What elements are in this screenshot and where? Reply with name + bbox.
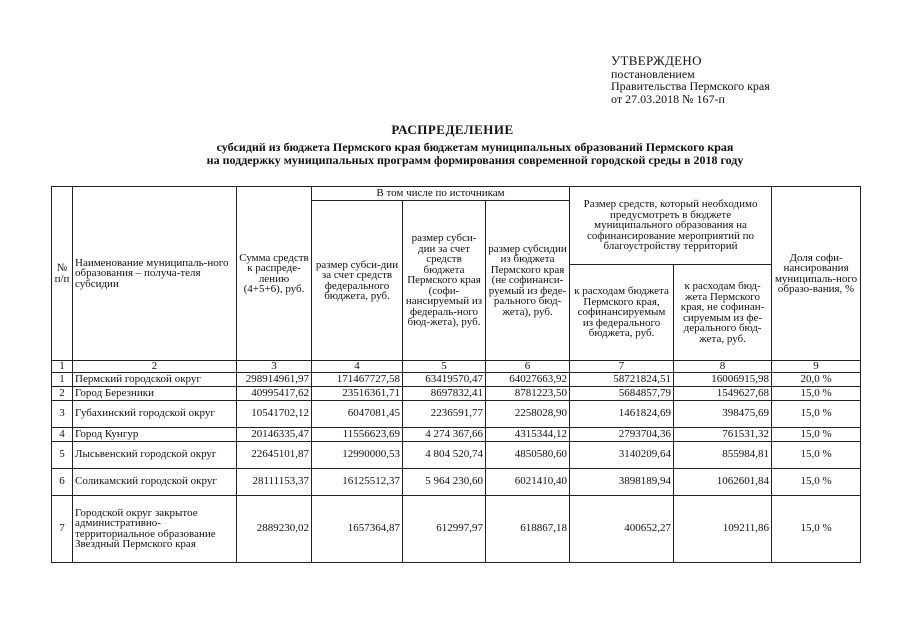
- table-row: [52, 372, 861, 386]
- federal-amount: 6047081,45: [312, 400, 403, 427]
- column-number: 5: [403, 361, 486, 373]
- row-number: 5: [52, 441, 73, 468]
- share-percent: 15,0 %: [772, 441, 861, 468]
- federal-amount: 171467727,58: [312, 372, 403, 386]
- approval-stamp: [611, 55, 770, 105]
- municipal-noncofin-amount: 398475,69: [674, 400, 772, 427]
- federal-amount: 16125512,37: [312, 468, 403, 495]
- cofinanced-amount: 2236591,77: [403, 400, 486, 427]
- regional-amount: 4315344,12: [486, 427, 570, 441]
- share-percent: 15,0 %: [772, 386, 861, 400]
- subtitle-line-1: субсидий из бюджета Пермского края бюджетам муниципальных образований Пермского края: [216, 140, 734, 154]
- column-number: 7: [570, 361, 674, 373]
- cofinanced-amount: 4 804 520,74: [403, 441, 486, 468]
- row-number: 2: [52, 386, 73, 400]
- header-num: № п/п: [52, 187, 73, 361]
- column-numbers-row: [52, 361, 861, 373]
- municipal-noncofin-amount: 761531,32: [674, 427, 772, 441]
- cofinanced-amount: 4 274 367,66: [403, 427, 486, 441]
- header-share: Доля софи-нансирования муниципаль-ного образо-вания, %: [772, 187, 861, 361]
- municipality-name: Соликамский городской округ: [73, 468, 237, 495]
- share-percent: 15,0 %: [772, 495, 861, 562]
- municipal-cofin-amount: 2793704,36: [570, 427, 674, 441]
- row-number: 1: [52, 372, 73, 386]
- municipality-name: Лысьвенский городской округ: [73, 441, 237, 468]
- share-percent: 15,0 %: [772, 400, 861, 427]
- municipal-noncofin-amount: 1062601,84: [674, 468, 772, 495]
- regional-amount: 618867,18: [486, 495, 570, 562]
- column-number: 6: [486, 361, 570, 373]
- table-row: [52, 468, 861, 495]
- table-row: [52, 441, 861, 468]
- federal-amount: 11556623,69: [312, 427, 403, 441]
- header-mun-noncofin: к расходам бюд-жета Пермского края, не софинан-сируемым из фе-дерального бюд-жета, руб.: [674, 265, 772, 361]
- cofinanced-amount: 8697832,41: [403, 386, 486, 400]
- header-federal: размер субси-дии за счет средств федерального бюджета, руб.: [312, 201, 403, 361]
- table-row: [52, 386, 861, 400]
- header-sources: В том числе по источникам: [312, 187, 570, 201]
- total-sum: 22645101,87: [237, 441, 312, 468]
- total-sum: 40995417,62: [237, 386, 312, 400]
- regional-amount: 64027663,92: [486, 372, 570, 386]
- cofinanced-amount: 63419570,47: [403, 372, 486, 386]
- total-sum: 20146335,47: [237, 427, 312, 441]
- document-subtitle: [130, 141, 820, 167]
- row-number: 3: [52, 400, 73, 427]
- municipal-cofin-amount: 58721824,51: [570, 372, 674, 386]
- federal-amount: 23516361,71: [312, 386, 403, 400]
- municipality-name: Город Березники: [73, 386, 237, 400]
- column-number: 4: [312, 361, 403, 373]
- row-number: 7: [52, 495, 73, 562]
- subtitle-line-2: на поддержку муниципальных программ формирования современной городской среды в 2018 году: [206, 153, 744, 167]
- cofinanced-amount: 5 964 230,60: [403, 468, 486, 495]
- approval-line-3: от 27.03.2018 № 167-п: [611, 91, 725, 106]
- municipality-name: Городской округ закрытое административно-территориальное образование Звездный Пермского края: [73, 495, 237, 562]
- municipal-noncofin-amount: 109211,86: [674, 495, 772, 562]
- total-sum: 298914961,97: [237, 372, 312, 386]
- header-regional: размер субсидии из бюджета Пермского края (не софинанси-руемый из феде-рального бюд-жета), руб.: [486, 201, 570, 361]
- approval-heading: УТВЕРЖДЕНО: [611, 53, 702, 68]
- column-number: 3: [237, 361, 312, 373]
- column-number: 2: [73, 361, 237, 373]
- total-sum: 10541702,12: [237, 400, 312, 427]
- table-row: [52, 427, 861, 441]
- regional-amount: 2258028,90: [486, 400, 570, 427]
- regional-amount: 6021410,40: [486, 468, 570, 495]
- share-percent: 15,0 %: [772, 427, 861, 441]
- regional-amount: 8781223,50: [486, 386, 570, 400]
- municipal-noncofin-amount: 1549627,68: [674, 386, 772, 400]
- municipal-cofin-amount: 1461824,69: [570, 400, 674, 427]
- row-number: 4: [52, 427, 73, 441]
- municipal-cofin-amount: 3898189,94: [570, 468, 674, 495]
- municipal-cofin-amount: 400652,27: [570, 495, 674, 562]
- header-sum: Сумма средств к распреде-лению (4+5+6), руб.: [237, 187, 312, 361]
- column-number: 8: [674, 361, 772, 373]
- cofinanced-amount: 612997,97: [403, 495, 486, 562]
- column-number: 1: [52, 361, 73, 373]
- federal-amount: 12990000,53: [312, 441, 403, 468]
- document-title: РАСПРЕДЕЛЕНИЕ: [391, 122, 514, 137]
- municipality-name: Губахинский городской округ: [73, 400, 237, 427]
- share-percent: 20,0 %: [772, 372, 861, 386]
- row-number: 6: [52, 468, 73, 495]
- approval-line-1: постановлением: [611, 66, 695, 81]
- header-cofinanced: размер субси-дии за счет средств бюджета Пермского края (софи-нансируемый из федераль-ного бюд-жета), руб.: [403, 201, 486, 361]
- municipal-noncofin-amount: 16006915,98: [674, 372, 772, 386]
- table-row: [52, 495, 861, 562]
- distribution-table: [51, 186, 861, 563]
- share-percent: 15,0 %: [772, 468, 861, 495]
- column-number: 9: [772, 361, 861, 373]
- regional-amount: 4850580,60: [486, 441, 570, 468]
- approval-line-2: Правительства Пермского края: [611, 79, 770, 93]
- municipality-name: Город Кунгур: [73, 427, 237, 441]
- header-mun-cofin: к расходам бюджета Пермского края, софинансируемым из федерального бюджета, руб.: [570, 265, 674, 361]
- municipal-noncofin-amount: 855984,81: [674, 441, 772, 468]
- header-name: Наименование муниципаль-ного образования – получа-теля субсидии: [73, 187, 237, 361]
- municipal-cofin-amount: 3140209,64: [570, 441, 674, 468]
- total-sum: 2889230,02: [237, 495, 312, 562]
- federal-amount: 1657364,87: [312, 495, 403, 562]
- municipality-name: Пермский городской округ: [73, 372, 237, 386]
- municipal-cofin-amount: 5684857,79: [570, 386, 674, 400]
- total-sum: 28111153,37: [237, 468, 312, 495]
- header-municipal: Размер средств, который необходимо предусмотреть в бюджете муниципального образования на софинансирование мероприятий по благоустройству территорий: [570, 187, 772, 265]
- table-row: [52, 400, 861, 427]
